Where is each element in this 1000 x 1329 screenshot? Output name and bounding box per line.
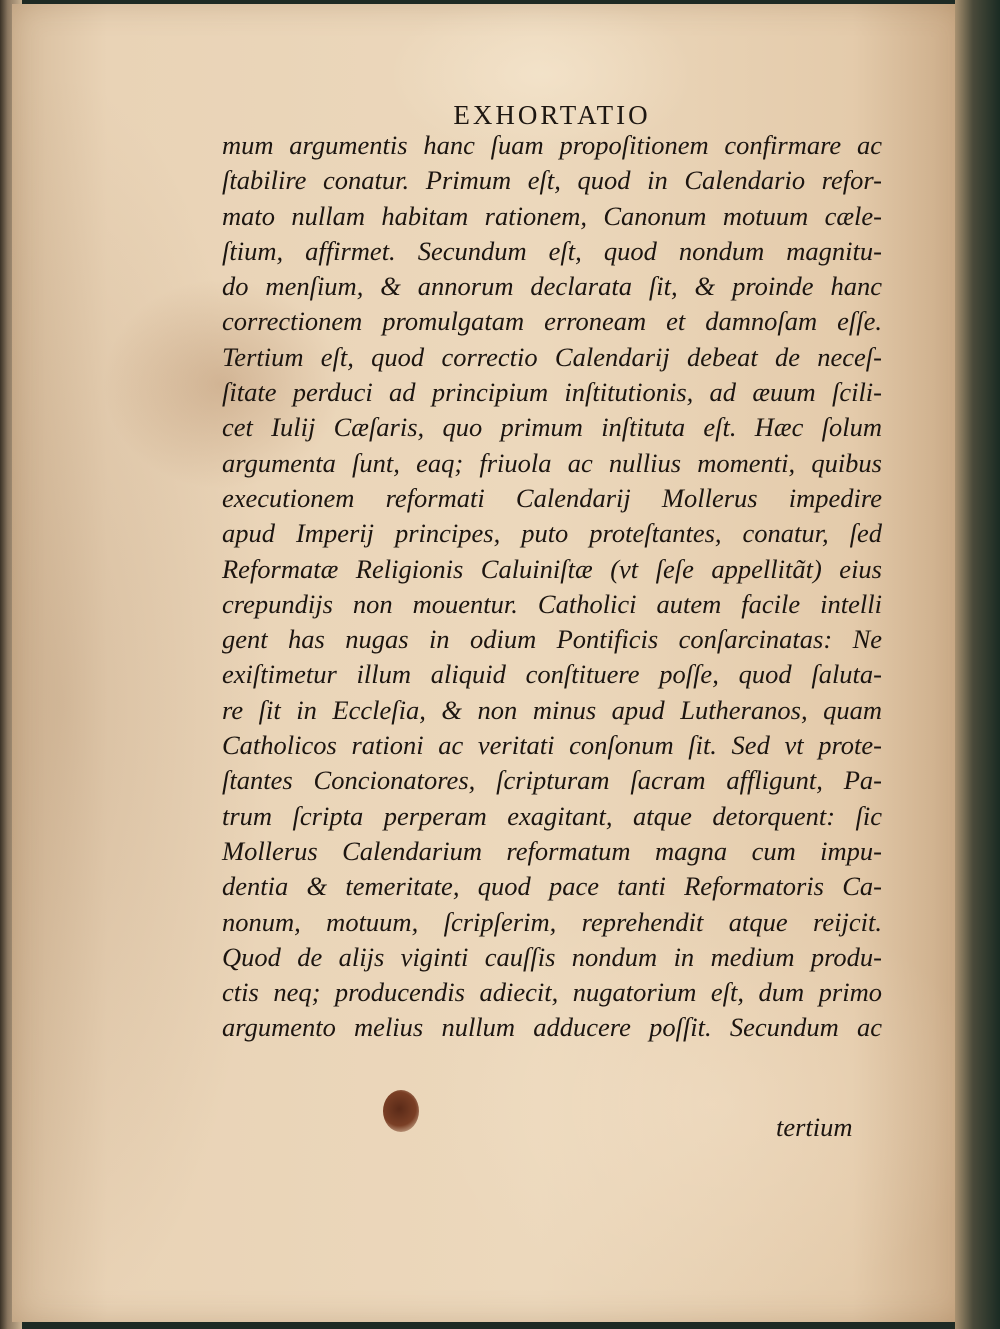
text-line: Quod de alijs viginti cauſſis nondum in medium produ-: [222, 941, 882, 972]
page-edge-shadow: [955, 0, 1000, 1329]
text-line: do menſium, & annorum declarata ſit, & proinde hanc: [222, 271, 882, 302]
text-line: Catholicos rationi ac veritati conſonum ſit. Sed vt prote-: [222, 730, 882, 761]
text-line: executionem reformati Calendarij Mollerus impedire: [222, 482, 882, 513]
text-line: ſtabilire conatur. Primum eſt, quod in Calendario refor-: [222, 165, 882, 196]
text-line: ctis neq; producendis adiecit, nugatorium eſt, dum primo: [222, 977, 882, 1008]
text-line: cet Iulij Cæſaris, quo primum inſtituta eſt. Hæc ſolum: [222, 412, 882, 443]
text-line: gent has nugas in odium Pontificis conſarcinatas: Ne: [222, 624, 882, 655]
text-line: crepundijs non mouentur. Catholici autem facile intelli: [222, 588, 882, 619]
text-line: trum ſcripta perperam exagitant, atque detorquent: ſic: [222, 800, 882, 831]
text-line: mum argumentis hanc ſuam propoſitionem confirmare ac: [222, 130, 882, 160]
text-line: nonum, motuum, ſcripſerim, reprehendit atque reijcit.: [222, 906, 882, 937]
catchword: tertium: [776, 1112, 853, 1142]
text-line: re ſit in Eccleſia, & non minus apud Lutheranos, quam: [222, 694, 882, 725]
text-line: Tertium eſt, quod correctio Calendarij debeat de neceſ-: [222, 341, 882, 372]
running-head: EXHORTATIO: [453, 100, 651, 130]
text-line: correctionem promulgatam erroneam et damnoſam eſſe.: [222, 306, 882, 337]
text-line: argumento melius nullum adducere poſſit. Secundum ac: [222, 1012, 882, 1043]
text-line: Reformatæ Religionis Caluiniſtæ (vt ſeſe appellitãt) eius: [222, 553, 882, 584]
ink-stain: [383, 1090, 419, 1132]
text-line: apud Imperij principes, puto proteſtantes, conatur, ſed: [222, 518, 882, 549]
text-line: dentia & temeritate, quod pace tanti Reformatoris Ca-: [222, 871, 882, 902]
body-text: [222, 128, 882, 1046]
text-line: argumenta ſunt, eaq; friuola ac nullius momenti, quibus: [222, 447, 882, 478]
text-line: ſtium, affirmet. Secundum eſt, quod nondum magnitu-: [222, 235, 882, 266]
text-line: mato nullam habitam rationem, Canonum motuum cæle-: [222, 200, 882, 231]
text-line: exiſtimetur illum aliquid conſtituere poſſe, quod ſaluta-: [222, 659, 882, 690]
text-line: Mollerus Calendarium reformatum magna cum impu-: [222, 835, 882, 866]
text-line: ſitate perduci ad principium inſtitutionis, ad æuum ſcili-: [222, 377, 882, 408]
text-line: ſtantes Concionatores, ſcripturam ſacram affligunt, Pa-: [222, 765, 882, 796]
